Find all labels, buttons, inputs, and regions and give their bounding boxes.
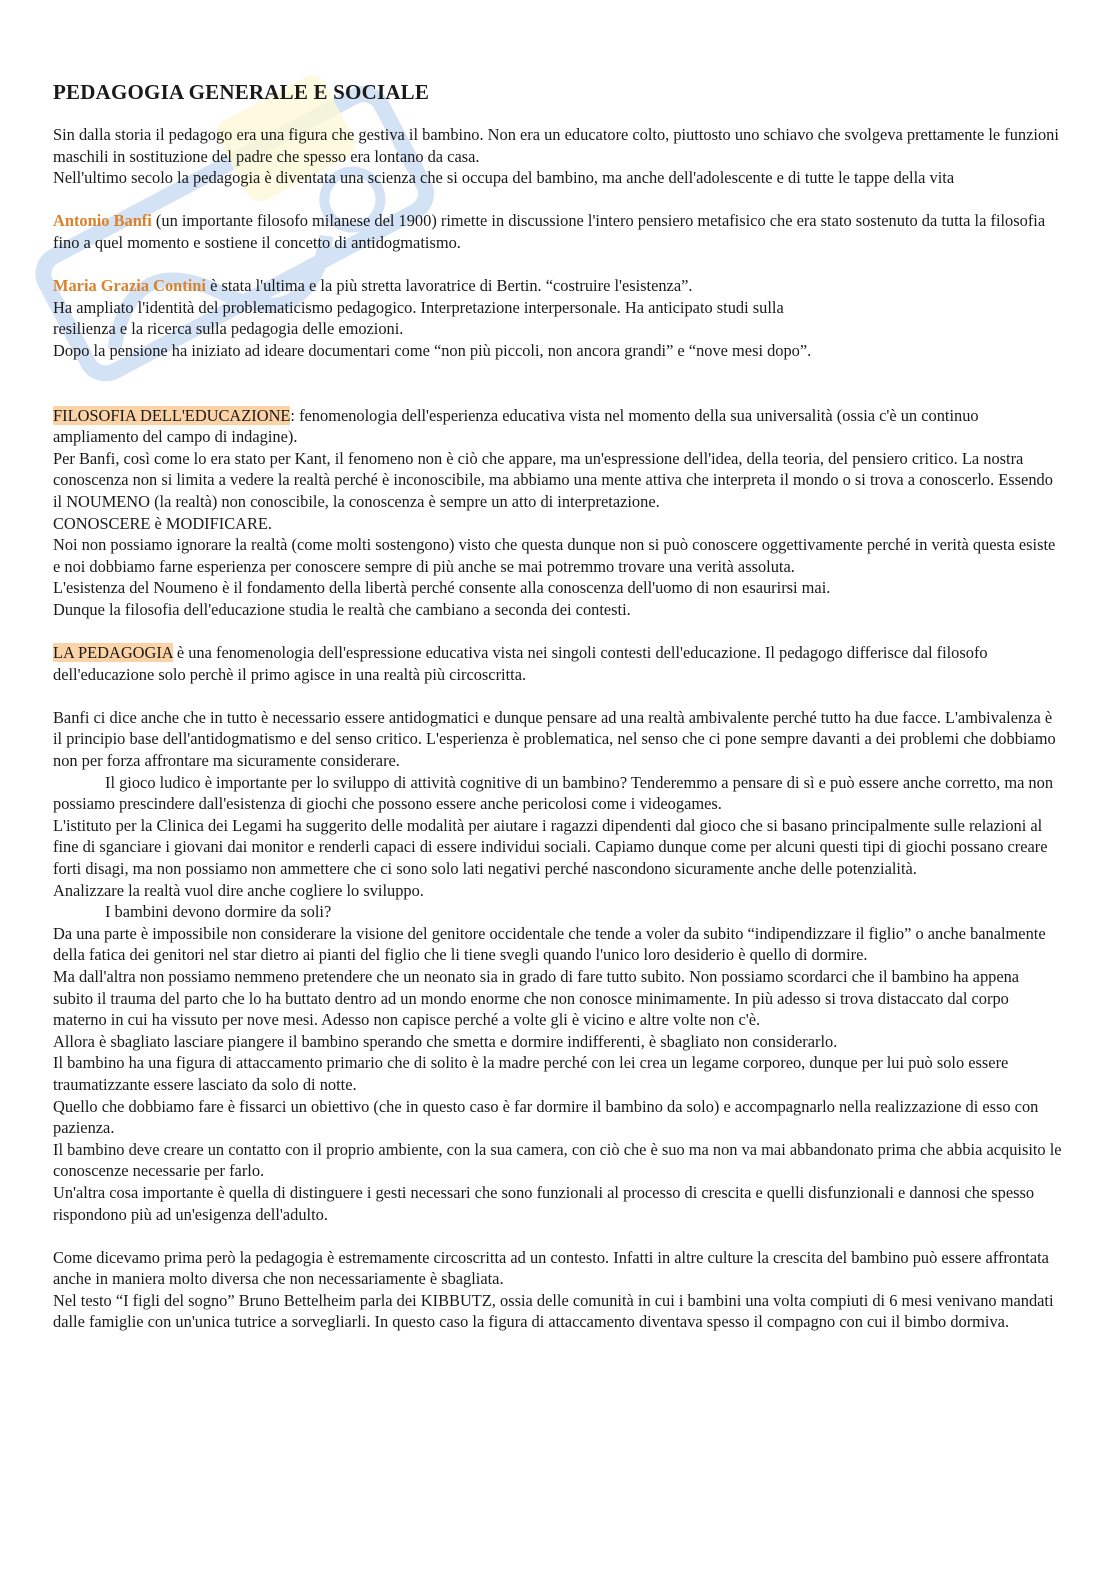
bullet-item bbox=[53, 901, 1063, 923]
paragraph: CONOSCERE è MODIFICARE. bbox=[53, 513, 273, 533]
paragraph: Da una parte è impossibile non considerare la visione del genitore occidentale che tende a voler da subito “indipendizzare il figlio” o anche banalmente della fatica dei genitori nel star dietro ai pianti del figlio che li tiene svegli quando l'unico loro desiderio è quello di dormire. bbox=[53, 923, 1046, 965]
bullet-marker-icon bbox=[53, 901, 105, 923]
paragraph-text: : fenomenologia dell'esperienza educativa vista nel momento della sua universalità (ossia c'è un continuo ampliamento del campo di indagine). bbox=[53, 405, 979, 447]
paragraph-text: è stata l'ultima e la più stretta lavoratrice di Bertin. “costruire l'esistenza”. bbox=[205, 276, 693, 296]
paragraph: L'esistenza del Noumeno è il fondamento della libertà perché consente alla conoscenza dell'uomo di non esaurirsi mai. bbox=[53, 578, 831, 598]
paragraph-contini bbox=[53, 275, 1063, 297]
person-name-banfi: Antonio Banfi bbox=[53, 211, 152, 231]
paragraph: Il bambino ha una figura di attaccamento primario che di solito è la madre perché con lei crea un legame corporeo, dunque per lui può solo essere traumatizzante essere lasciato da solo di notte. bbox=[53, 1053, 1009, 1094]
highlight-filosofia-label: FILOSOFIA DELL'EDUCAZIONE bbox=[53, 405, 291, 425]
paragraph: Banfi ci dice anche che in tutto è necessario essere antidogmatici e dunque pensare ad una realtà ambivalente perché tutto ha due facce. L'ambivalenza è il principio base dell'antidogmatismo e del senso critico. L'esperienza è problematica, nel senso che ci pone sempre davanti a dei problemi che dobbiamo non per forza affrontare ma sicuramente considerare. bbox=[53, 707, 1056, 771]
paragraph: Per Banfi, così come lo era stato per Kant, il fenomeno non è ciò che appare, ma un'espressione dell'idea, della teoria, del pensiero critico. La nostra conoscenza non si limita a vedere la realtà perché è inconoscibile, ma abbiamo una mente attiva che interpreta il mondo o si trova a conoscerlo. Essendo il NOUMENO (la realtà) non conoscibile, la conoscenza è sempre un atto di interpretazione. bbox=[53, 448, 1053, 511]
paragraph: L'istituto per la Clinica dei Legami ha suggerito delle modalità per aiutare i ragazzi dipendenti dal gioco che si basano principalmente sulle relazioni al fine di sganciare i giovani dai monitor e renderli capaci di essere individui sociali. Capiamo dunque come per alcuni questi tipi di giochi possano creare forti disagi, ma non possiamo non ammettere che ci sono solo lati negativi perché nascondono sicuramente anche delle potenzialità. bbox=[53, 815, 1048, 878]
paragraph: Un'altra cosa importante è quella di distinguere i gesti necessari che sono funzionali al processo di crescita e quelli disfunzionali e dannosi che spesso rispondono più ad un'esigenza dell'adulto. bbox=[53, 1182, 1035, 1224]
paragraph: Dunque la filosofia dell'educazione studia le realtà che cambiano a seconda dei contesti. bbox=[53, 599, 631, 619]
paragraph: Nel testo “I figli del sogno” Bruno Bettelheim parla dei KIBBUTZ, ossia delle comunità in cui i bambini una volta compiuti di 6 mesi venivano mandati dalle famiglie con un'unica tutrice a sorvegliarli. In questo caso la figura di attaccamento diventava spesso il compagno con cui il bimbo dormiva. bbox=[53, 1290, 1054, 1332]
person-name-contini: Maria Grazia Contini bbox=[53, 276, 206, 296]
paragraph: Noi non possiamo ignorare la realtà (come molti sostengono) visto che questa dunque non si può conoscere oggettivamente perché in verità questa esiste e noi dobbiamo farne esperienza per conoscere sempre di più anche se mai potremmo trovare una verità assoluta. bbox=[53, 535, 1056, 576]
paragraph-filosofia bbox=[53, 405, 1063, 448]
paragraph: Dopo la pensione ha iniziato ad ideare documentari come “non più piccoli, non ancora grandi” e “nove mesi dopo”. bbox=[53, 340, 812, 360]
paragraph: Nell'ultimo secolo la pedagogia è diventata una scienza che si occupa del bambino, ma anche dell'adolescente e di tutte le tappe della vita bbox=[53, 168, 955, 188]
bullet-item bbox=[53, 772, 1063, 815]
paragraph-banfi bbox=[53, 210, 1063, 253]
highlight-pedagogia-label: LA PEDAGOGIA bbox=[53, 643, 173, 663]
paragraph-text: è una fenomenologia dell'espressione educativa vista nei singoli contesti dell'educazione. Il pedagogo differisce dal filosofo dell'educazione solo perchè il primo agisce in una realtà più circoscritta. bbox=[53, 643, 988, 684]
paragraph: Analizzare la realtà vuol dire anche cogliere lo sviluppo. bbox=[53, 880, 424, 900]
page-title: PEDAGOGIA GENERALE E SOCIALE bbox=[53, 80, 430, 104]
paragraph: Sin dalla storia il pedagogo era una figura che gestiva il bambino. Non era un educatore colto, piuttosto uno schiavo che svolgeva prettamente le funzioni maschili in sostituzione del padre che spesso era lontano da casa. bbox=[53, 125, 1059, 166]
paragraph-text: (un importante filosofo milanese del 1900) rimette in discussione l'intero pensiero metafisico che era stato sostenuto da tutta la filosofia fino a quel momento e sostiene il concetto di antidogmatismo. bbox=[53, 211, 1046, 252]
paragraph: Allora è sbagliato lasciare piangere il bambino sperando che smetta e dormire indifferenti, è sbagliato non considerarlo. bbox=[53, 1031, 838, 1051]
paragraph-pedagogia bbox=[53, 642, 1063, 685]
paragraph: Ma dall'altra non possiamo nemmeno pretendere che un neonato sia in grado di fare tutto subito. Non possiamo scordarci che il bambino ha appena subito il trauma del parto che lo ha buttato dentro ad un mondo enorme che non conosce minimamente. In più adesso si trova distaccato dal corpo materno in cui ha vissuto per nove mesi. Adesso non capisce perché a volte gli è vicino e altre volte non c'è. bbox=[53, 966, 1020, 1030]
bullet-text: Il gioco ludico è importante per lo sviluppo di attività cognitive di un bambino? Tenderemmo a pensare di sì e può essere anche corretto, ma non possiamo prescindere dall'esistenza di giochi che possono essere anche pericolosi come i videogames. bbox=[53, 772, 1054, 814]
paragraph: Come dicevamo prima però la pedagogia è estremamente circoscritta ad un contesto. Infatti in altre culture la crescita del bambino può essere affrontata anche in maniera molto diversa che non necessariamente è sbagliata. bbox=[53, 1247, 1049, 1289]
bullet-text: I bambini devono dormire da soli? bbox=[105, 902, 332, 922]
paragraph: Ha ampliato l'identità del problematicismo pedagogico. Interpretazione interpersonale. Ha anticipato studi sulla resilienza e la ricerca sulla pedagogia delle emozioni. bbox=[53, 297, 784, 339]
paragraph: Quello che dobbiamo fare è fissarci un obiettivo (che in questo caso è far dormire il bambino da solo) e accompagnarlo nella realizzazione di esso con pazienza. bbox=[53, 1096, 1039, 1138]
document-body bbox=[53, 79, 1063, 1333]
paragraph: Il bambino deve creare un contatto con il proprio ambiente, con la sua camera, con ciò che è suo ma non va mai abbandonato prima che abbia acquisito le conoscenze necessarie per farlo. bbox=[53, 1139, 1062, 1181]
